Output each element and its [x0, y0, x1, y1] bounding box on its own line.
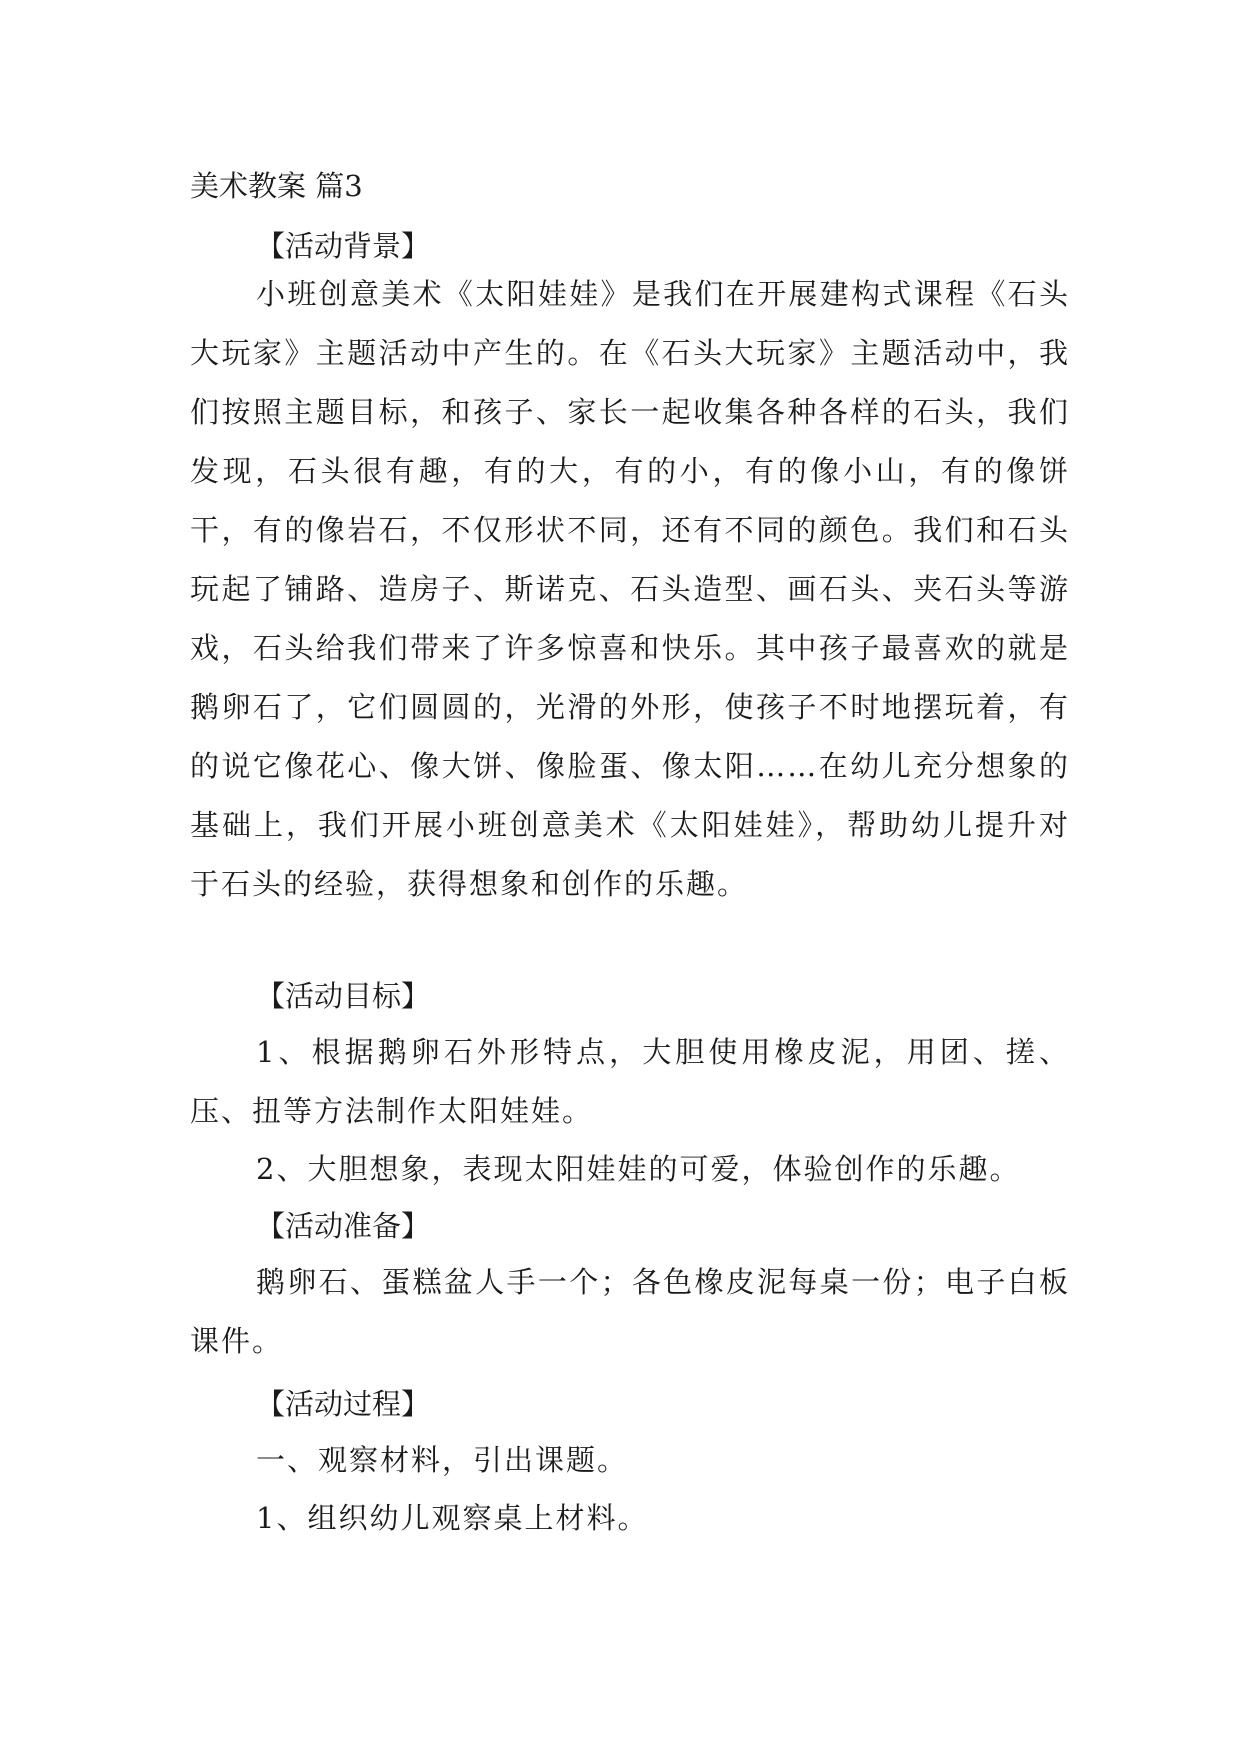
goal-item-1: 1、根据鹅卵石外形特点，大胆使用橡皮泥，用团、搓、压、扭等方法制作太阳娃娃。: [190, 1035, 1070, 1128]
paragraph-preparation: 鹅卵石、蛋糕盆人手一个；各色橡皮泥每桌一份；电子白板课件。: [190, 1265, 1070, 1358]
heading-preparation: 【活动准备】: [256, 1209, 431, 1243]
heading-background: 【活动背景】: [256, 229, 431, 263]
process-item-1: 一、观察材料，引出课题。: [256, 1443, 629, 1477]
heading-goals: 【活动目标】: [256, 979, 431, 1013]
process-item-2: 1、组织幼儿观察桌上材料。: [256, 1501, 649, 1535]
heading-process: 【活动过程】: [256, 1387, 431, 1421]
paragraph-background: 小班创意美术《太阳娃娃》是我们在开展建构式课程《石头大玩家》主题活动中产生的。在《石头大玩家》主题活动中，我们按照主题目标，和孩子、家长一起收集各种各样的石头，我们发现，石头很有趣，有的大，有的小，有的像小山，有的像饼干，有的像岩石，不仅形状不同，还有不同的颜色。我们和石头玩起了铺路、造房子、斯诺克、石头造型、画石头、夹石头等游戏，石头给我们带来了许多惊喜和快乐。其中孩子最喜欢的就是鹅卵石了，它们圆圆的，光滑的外形，使孩子不时地摆玩着，有的说它像花心、像大饼、像脸蛋、像太阳……在幼儿充分想象的基础上，我们开展小班创意美术《太阳娃娃》，帮助幼儿提升对于石头的经验，获得想象和创作的乐趣。: [190, 277, 1070, 901]
goal-item-2: 2、大胆想象，表现太阳娃娃的可爱，体验创作的乐趣。: [256, 1152, 1021, 1186]
document-title: 美术教案 篇3: [190, 169, 363, 203]
